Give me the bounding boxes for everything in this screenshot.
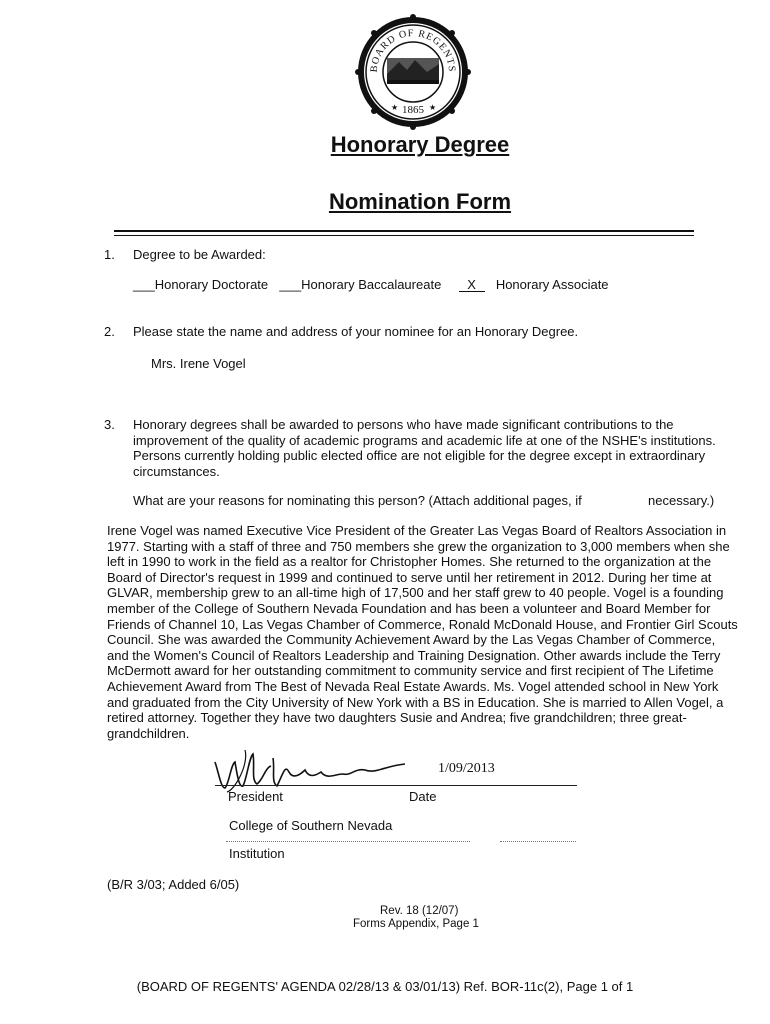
nomination-reasons: Irene Vogel was named Executive Vice President of the Greater Las Vegas Board of Realtors Association in 1977. Starting with a staff of three and 750 members she grew the organization to 3,000 members when she left in 1990 to work in the field as a realtor for Christopher Homes. She returned to the organization at the Board of Director's request in 1999 and continued to serve until her retirement in 2012. During her time at GLVAR, membership grew to an all-time high of 17,500 and her staff grew to 40 people. Vogel is a founding member of the College of Southern Nevada Foundation and has been a volunteer and Board Member for Friends of Channel 10, Las Vegas Chamber of Commerce, Ronald McDonald House, and Frontier Girl Scouts Council. She was awarded the Community Achievement Award by the Las Vegas Chamber of Commerce, and the Women's Council of Realtors Leadership and Training Designation. Other awards include the Terry McDermott award for her outstanding commitment to community service and first recipient of The Lifetime Achievement Award from The Best of Nevada Real Estate Awards. Ms. Vogel attended school in New York and graduated from the City University of New York with a BS in Education. She is married to Allen Vogel, a retired attorney. Together they have two daughters Susie and Andrea; five grandchildren; three great-grandchildren.: [107, 523, 738, 741]
president-label: President: [228, 789, 283, 804]
forms-appendix: Forms Appendix, Page 1: [353, 918, 479, 930]
signature-line: [215, 785, 577, 786]
institution-line: [226, 841, 470, 842]
option-doctorate-label: Honorary Doctorate: [154, 277, 269, 292]
header-rule-thin: [114, 235, 694, 236]
page-title: Honorary Degree: [330, 132, 510, 157]
page-subtitle: Nomination Form: [328, 189, 512, 214]
institution-line-right: [500, 841, 576, 842]
degree-options: [133, 277, 609, 292]
option-baccalaureate-label: Honorary Baccalaureate: [301, 277, 442, 292]
nominee-name: Mrs. Irene Vogel: [151, 356, 246, 371]
seal-text: BOARD OF REGENTS: [368, 27, 458, 73]
seal-year: 1865: [402, 104, 424, 116]
revision: Rev. 18 (12/07): [380, 905, 459, 917]
item3-question: What are your reasons for nominating this person? (Attach additional pages, if: [133, 493, 582, 508]
item1-number: 1.: [104, 247, 115, 262]
option-associate-label: Honorary Associate: [495, 277, 609, 292]
agenda-footer: (BOARD OF REGENTS' AGENDA 02/28/13 & 03/01/13) Ref. BOR-11c(2), Page 1 of 1: [136, 979, 634, 994]
item3-text: Honorary degrees shall be awarded to persons who have made significant contributions to the improvement of the quality of academic programs and academic life at one of the NSHE's institutions. Persons currently holding public elected office are not eligible for the degree except in extraordinary circumstances.: [133, 417, 716, 479]
svg-text:★: ★: [391, 103, 399, 112]
item2-label: Please state the name and address of your nominee for an Honorary Degree.: [133, 324, 579, 339]
svg-text:★: ★: [429, 103, 437, 112]
date-label: Date: [409, 789, 437, 804]
br-note: (B/R 3/03; Added 6/05): [107, 877, 240, 892]
option-doctorate-mark[interactable]: ___: [133, 277, 155, 292]
item3-question-end: necessary.): [648, 493, 715, 508]
signature-date: 1/09/2013: [438, 761, 495, 776]
president-signature: [205, 744, 415, 794]
option-associate-mark[interactable]: X: [459, 278, 485, 292]
item1-label: Degree to be Awarded:: [133, 247, 266, 262]
header-rule: [114, 230, 694, 232]
institution-value: College of Southern Nevada: [229, 818, 393, 833]
institution-label: Institution: [229, 846, 285, 861]
item3-number: 3.: [104, 417, 115, 432]
option-baccalaureate-mark[interactable]: ___: [279, 277, 302, 292]
board-of-regents-seal: [355, 14, 471, 130]
item2-number: 2.: [104, 324, 115, 339]
